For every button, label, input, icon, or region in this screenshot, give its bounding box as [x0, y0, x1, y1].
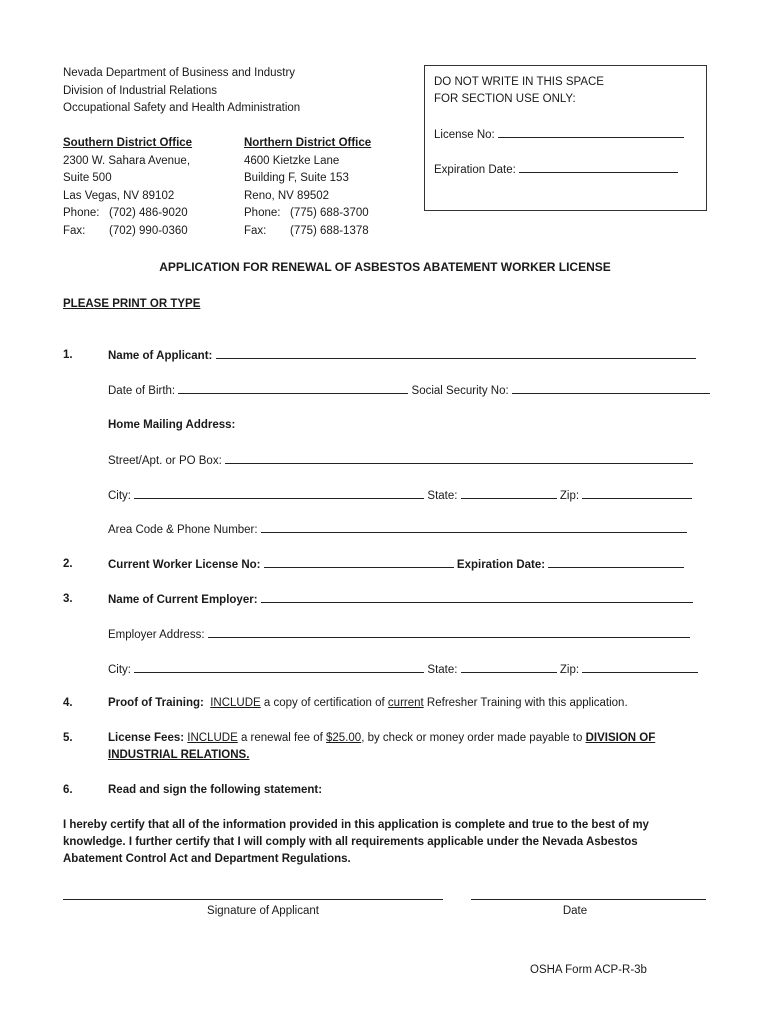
- form-identifier: OSHA Form ACP-R-3b: [530, 964, 647, 976]
- fees-label: License Fees:: [108, 732, 185, 744]
- office-expiration-row: [434, 161, 678, 179]
- phone-label: Area Code & Phone Number:: [108, 524, 258, 536]
- dob-label: Date of Birth:: [108, 385, 176, 397]
- fees-text-2: , by check or money order made payable to: [361, 732, 583, 744]
- fees-payee-line1: DIVISION OF: [585, 732, 656, 744]
- city-field[interactable]: [134, 487, 424, 499]
- item-number-2: 2.: [63, 558, 73, 570]
- signature-label: Signature of Applicant: [207, 905, 319, 917]
- state-label: State:: [427, 490, 458, 502]
- current-license-field[interactable]: [264, 556, 454, 568]
- northern-phone-number: (775) 688-3700: [290, 207, 369, 219]
- southern-address-line1: 2300 W. Sahara Avenue,: [63, 154, 191, 167]
- current-license-label: Current Worker License No:: [108, 559, 261, 571]
- northern-fax-label: Fax:: [244, 224, 267, 237]
- home-mailing-address-label: Home Mailing Address:: [108, 419, 236, 431]
- zip-label: Zip:: [559, 490, 580, 502]
- training-include: INCLUDE: [210, 697, 261, 709]
- city-state-zip-row: [108, 487, 692, 506]
- office-license-row: [434, 126, 684, 144]
- applicant-name-label: Name of Applicant:: [108, 350, 213, 362]
- fees-include: INCLUDE: [187, 732, 238, 744]
- applicant-name-row: [108, 347, 696, 366]
- office-license-field[interactable]: [498, 126, 684, 138]
- northern-fax: [244, 223, 371, 241]
- fees-amount: $25.00: [326, 732, 362, 744]
- ssn-field[interactable]: [512, 382, 710, 394]
- ssn-label: Social Security No:: [411, 385, 509, 397]
- phone-field[interactable]: [261, 521, 687, 533]
- certification-line-2: knowledge. I further certify that I will comply with all requirements applicable under the Nevada Asbestos: [63, 836, 638, 848]
- office-expiration-field[interactable]: [519, 161, 678, 173]
- northern-fax-number: (775) 688-1378: [290, 224, 369, 237]
- northern-address-line3: Reno, NV 89502: [244, 189, 330, 202]
- street-row: [108, 452, 693, 471]
- certification-line-1: I hereby certify that all of the information provided in this application is complete and true to the best of my: [63, 819, 649, 831]
- office-use-box: [424, 65, 707, 211]
- state-field[interactable]: [461, 487, 557, 499]
- dob-ssn-row: [108, 382, 710, 401]
- northern-phone-label: Phone:: [244, 207, 281, 219]
- item-number-6: 6.: [63, 784, 73, 796]
- employer-city-field[interactable]: [134, 661, 424, 673]
- street-field[interactable]: [225, 452, 693, 464]
- fees-payee-line2: INDUSTRIAL RELATIONS.: [108, 749, 250, 761]
- southern-office-header: Southern District Office: [63, 137, 193, 149]
- southern-fax: [63, 223, 192, 241]
- northern-address-line1: 4600 Kietzke Lane: [244, 154, 340, 167]
- employer-row: [108, 591, 693, 610]
- office-license-label: License No:: [434, 129, 495, 141]
- training-text-2: Refresher Training with this application.: [426, 697, 628, 709]
- employer-state-label: State:: [427, 664, 458, 676]
- agency-division: Division of Industrial Relations: [63, 84, 218, 97]
- applicant-name-field[interactable]: [216, 347, 696, 359]
- license-fees-row: [108, 730, 655, 748]
- dob-field[interactable]: [178, 382, 408, 394]
- street-label: Street/Apt. or PO Box:: [108, 455, 222, 467]
- employer-zip-label: Zip:: [559, 664, 580, 676]
- employer-city-state-zip-row: [108, 661, 698, 680]
- date-label: Date: [562, 905, 588, 917]
- license-expiration-label: Expiration Date:: [456, 559, 546, 571]
- employer-city-label: City:: [108, 664, 131, 676]
- employer-address-row: [108, 626, 690, 645]
- license-expiration-field[interactable]: [548, 556, 684, 568]
- proof-of-training-row: [108, 695, 628, 713]
- southern-district-office: [63, 135, 192, 240]
- city-label: City:: [108, 490, 131, 502]
- agency-administration: Occupational Safety and Health Administration: [63, 102, 301, 114]
- statement-instruction: Read and sign the following statement:: [108, 784, 323, 796]
- item-number-3: 3.: [63, 593, 73, 605]
- current-license-row: [108, 556, 684, 575]
- signature-line[interactable]: [63, 899, 443, 900]
- form-title: APPLICATION FOR RENEWAL OF ASBESTOS ABATEMENT WORKER LICENSE: [159, 260, 611, 274]
- employer-name-field[interactable]: [261, 591, 693, 603]
- southern-phone-label: Phone:: [63, 207, 100, 219]
- office-expiration-label: Expiration Date:: [434, 164, 516, 176]
- zip-field[interactable]: [582, 487, 692, 499]
- southern-phone: [63, 205, 192, 223]
- northern-office-header: Northern District Office: [244, 137, 372, 149]
- training-current: current: [387, 697, 424, 709]
- office-use-notice-1: DO NOT WRITE IN THIS SPACE: [434, 76, 604, 88]
- agency-header: [63, 65, 300, 118]
- print-instruction: PLEASE PRINT OR TYPE: [63, 298, 201, 310]
- southern-fax-number: (702) 990-0360: [109, 224, 188, 237]
- item-number-5: 5.: [63, 732, 73, 744]
- southern-fax-label: Fax:: [63, 224, 86, 237]
- employer-address-label: Employer Address:: [108, 629, 205, 641]
- employer-zip-field[interactable]: [582, 661, 698, 673]
- agency-department: Nevada Department of Business and Industry: [63, 67, 296, 79]
- employer-state-field[interactable]: [461, 661, 557, 673]
- southern-address-line2: Suite 500: [63, 172, 112, 184]
- training-label: Proof of Training:: [108, 697, 204, 709]
- northern-address-line2: Building F, Suite 153: [244, 172, 349, 184]
- training-text-1: a copy of certification of: [263, 697, 385, 709]
- southern-phone-number: (702) 486-9020: [109, 207, 188, 219]
- fees-text-1: a renewal fee of: [240, 732, 323, 744]
- office-use-notice-2: FOR SECTION USE ONLY:: [434, 93, 576, 105]
- phone-row: [108, 521, 687, 540]
- certification-line-3: Abatement Control Act and Department Regulations.: [63, 853, 351, 865]
- employer-address-field[interactable]: [208, 626, 690, 638]
- employer-name-label: Name of Current Employer:: [108, 594, 258, 606]
- date-line[interactable]: [471, 899, 706, 900]
- northern-phone: [244, 205, 371, 223]
- southern-address-line3: Las Vegas, NV 89102: [63, 189, 175, 202]
- northern-district-office: [244, 135, 371, 240]
- item-number-1: 1.: [63, 349, 73, 361]
- item-number-4: 4.: [63, 697, 73, 709]
